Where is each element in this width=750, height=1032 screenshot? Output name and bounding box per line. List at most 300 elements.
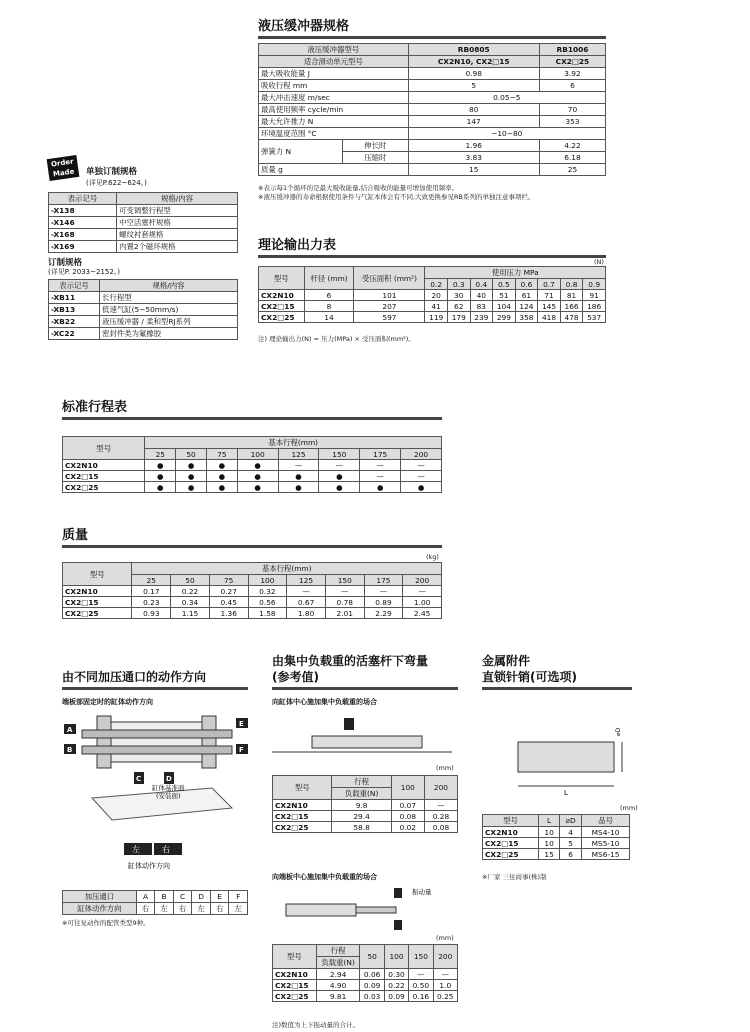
table-cell: 0.28 (424, 811, 457, 822)
table-cell: 0.17 (132, 586, 171, 597)
table-cell: 1.36 (209, 608, 248, 619)
deflect-table-2 (272, 944, 458, 1002)
cyl-label-2: (安装面) (156, 792, 181, 800)
direction-note: ※可往复动作的配管类型9种。 (62, 919, 150, 927)
table-cell: 6.18 (539, 152, 605, 164)
table-row (259, 80, 606, 92)
table-cell: 3.83 (408, 152, 539, 164)
deflect-title-1: 由集中负载重的活塞杆下弯量 (272, 654, 429, 668)
table-cell: 螺纹衬套规格 (117, 229, 238, 241)
table-cell: 104 (493, 301, 516, 312)
table-cell: 150 (319, 449, 360, 460)
table-cell: CX2□25 (539, 56, 605, 68)
deflect-sub-2: 向端板中心施加集中负载重的场合 (272, 873, 377, 881)
table-cell: — (360, 460, 401, 471)
table-cell: 299 (493, 312, 516, 323)
table-cell: 145 (538, 301, 561, 312)
table-cell: CX2□25 (63, 482, 145, 493)
table-cell: 行程 (332, 776, 391, 788)
table-cell: 表示记号 (49, 280, 100, 292)
table-cell: CX2N10, CX2□15 (408, 56, 539, 68)
table-row (273, 800, 458, 811)
table-row (49, 229, 238, 241)
spec-table (258, 43, 606, 176)
table-cell: C (173, 891, 192, 903)
table-row (259, 128, 606, 140)
table-cell: 0.56 (248, 597, 287, 608)
table-cell: 0.02 (391, 822, 424, 833)
table-cell: 1.00 (403, 597, 442, 608)
table-cell: 100 (391, 776, 424, 800)
port-e: E (239, 720, 244, 728)
table-cell: 0.98 (408, 68, 539, 80)
table-cell: 81 (560, 290, 583, 301)
table-row (273, 811, 458, 822)
table-cell: 200 (424, 776, 457, 800)
table-cell: 0.32 (248, 586, 287, 597)
cyl-label: 缸体基准面 (152, 784, 185, 792)
deflect-table-1 (272, 775, 458, 833)
table-cell: 负载重(N) (332, 788, 391, 800)
table-cell: 0.06 (360, 969, 384, 980)
dim-d: ⌀D (615, 727, 622, 736)
spec-title: 液压缓冲器规格 (258, 15, 606, 39)
table-cell: 50 (171, 575, 210, 586)
table-cell: — (433, 969, 457, 980)
table-row (259, 312, 606, 323)
deflect-unit-2: (mm) (436, 934, 454, 942)
pin-table (482, 814, 630, 860)
table-cell: 基本行程(mm) (145, 437, 442, 449)
table-cell: ● (319, 471, 360, 482)
table-cell: 0.9 (583, 279, 606, 290)
table-cell: 200 (401, 449, 442, 460)
table-cell: CX2□15 (63, 471, 145, 482)
table-cell: 密封件类为氟橡胶 (100, 328, 238, 340)
table-cell: 418 (538, 312, 561, 323)
order-table-2 (48, 279, 238, 340)
theory-unit: (N) (594, 258, 604, 266)
table-cell: 长行程型 (100, 292, 238, 304)
deflect-sub-1: 向缸体中心施加集中负载重的场合 (272, 698, 377, 706)
direction-diagram (62, 708, 252, 878)
table-cell: 最大允许推力 N (259, 116, 409, 128)
table-cell: 0.78 (325, 597, 364, 608)
table-cell: 0.6 (515, 279, 538, 290)
table-cell: ● (278, 482, 319, 493)
table-cell: 0.5 (493, 279, 516, 290)
table-cell: — (424, 800, 457, 811)
table-cell: 2.01 (325, 608, 364, 619)
table-row (63, 460, 442, 471)
table-cell: 71 (538, 290, 561, 301)
table-cell: 型号 (273, 945, 317, 969)
table-row (273, 991, 458, 1002)
table-cell: ⌀D (560, 815, 582, 827)
table-row (63, 482, 442, 493)
table-cell: 29.4 (332, 811, 391, 822)
port-b: B (67, 746, 73, 754)
table-cell: 51 (493, 290, 516, 301)
table-cell: 负载重(N) (316, 957, 360, 969)
table-row (63, 563, 442, 575)
pin-title-2: 直锁针销(可选项) (482, 668, 632, 690)
table-row (63, 608, 442, 619)
table-cell: 0.09 (384, 991, 408, 1002)
table-cell: 2.45 (403, 608, 442, 619)
table-cell: -X168 (49, 229, 117, 241)
table-row (259, 140, 606, 152)
table-cell: 质量 g (259, 164, 409, 176)
table-cell: 压缩时 (343, 152, 408, 164)
table-cell: 0.16 (409, 991, 433, 1002)
table-row (63, 903, 248, 915)
table-cell: ● (176, 482, 207, 493)
table-cell: 200 (433, 945, 457, 969)
table-cell: 伸长时 (343, 140, 408, 152)
table-cell: 83 (470, 301, 493, 312)
table-cell: 1.15 (171, 608, 210, 619)
table-cell: 166 (560, 301, 583, 312)
table-cell: 杆径 (mm) (304, 267, 354, 290)
table-row (49, 280, 238, 292)
table-row (273, 980, 458, 991)
table-cell: 478 (560, 312, 583, 323)
table-row (259, 290, 606, 301)
table-cell: 125 (278, 449, 319, 460)
table-cell: 0.08 (391, 811, 424, 822)
table-cell: — (278, 460, 319, 471)
table-cell: 125 (287, 575, 326, 586)
table-cell: ● (401, 482, 442, 493)
table-cell: 101 (354, 290, 425, 301)
table-cell: CX2N10 (63, 460, 145, 471)
table-cell: 15 (539, 849, 560, 860)
theory-note: 注) 理论输出力(N) = 压力(MPa) × 受压面积(mm²)。 (258, 335, 415, 343)
table-cell: 0.50 (409, 980, 433, 991)
table-row (49, 292, 238, 304)
table-cell: 型号 (63, 563, 132, 586)
table-cell: 0.3 (447, 279, 470, 290)
spec-note-1: ※表示每1个循环的是最大吸收能量,结合吸收的能量可增加使用频率。 (258, 184, 459, 192)
table-row (49, 217, 238, 229)
table-cell: 9.81 (316, 991, 360, 1002)
table-row (49, 316, 238, 328)
table-cell: 液压缓冲器型号 (259, 44, 409, 56)
table-row (483, 849, 630, 860)
table-cell: 5 (560, 838, 582, 849)
table-cell: CX2□15 (483, 838, 539, 849)
table-row (259, 56, 606, 68)
table-cell: 1.58 (248, 608, 287, 619)
theory-table (258, 266, 606, 323)
direction-title: 由不同加压通口的动作方向 (62, 668, 248, 690)
table-cell: 型号 (259, 267, 305, 290)
table-cell: 10 (539, 827, 560, 838)
table-cell: 缸体动作方向 (63, 903, 137, 915)
table-cell: 适合滑动单元型号 (259, 56, 409, 68)
order-title: 单独订制规格 (86, 167, 138, 177)
stroke-table (62, 436, 442, 493)
table-cell: 0.27 (209, 586, 248, 597)
table-cell: CX2□25 (483, 849, 539, 860)
table-cell: −10~80 (408, 128, 605, 140)
table-cell: 0.09 (360, 980, 384, 991)
table-row (63, 471, 442, 482)
table-cell: 弹簧力 N (259, 140, 343, 164)
table-cell: — (325, 586, 364, 597)
table-cell: — (403, 586, 442, 597)
table-cell: 6 (304, 290, 354, 301)
table-row (259, 267, 606, 279)
table-cell: 150 (325, 575, 364, 586)
table-cell: — (401, 460, 442, 471)
table-cell: 0.22 (384, 980, 408, 991)
table-cell: MS6-15 (582, 849, 630, 860)
table-cell: 50 (360, 945, 384, 969)
table-cell: -XB13 (49, 304, 100, 316)
mass-title: 质量 (62, 524, 442, 548)
table-cell: -X138 (49, 205, 117, 217)
table-cell: 0.2 (425, 279, 448, 290)
table-cell: 可变调整行程型 (117, 205, 238, 217)
table-cell: 58.8 (332, 822, 391, 833)
table-cell: ● (237, 460, 278, 471)
table-cell: 1.0 (433, 980, 457, 991)
table-cell: CX2□25 (273, 822, 332, 833)
table-cell: 147 (408, 116, 539, 128)
table-cell: -X169 (49, 241, 117, 253)
table-cell: 受压面积 (mm²) (354, 267, 425, 290)
table-cell: 左 (155, 903, 174, 915)
table-cell: ● (145, 471, 176, 482)
table-cell: RB0805 (408, 44, 539, 56)
deflect-title-2: (参考值) (272, 668, 458, 690)
table-cell: ● (319, 482, 360, 493)
table-cell: 0.03 (360, 991, 384, 1002)
table-cell: 1.80 (287, 608, 326, 619)
table-cell: 50 (176, 449, 207, 460)
table-row (273, 945, 458, 957)
table-cell: 0.05~5 (408, 92, 605, 104)
table-cell: 25 (539, 164, 605, 176)
table-cell: -XC22 (49, 328, 100, 340)
table-cell: CX2□15 (273, 811, 332, 822)
table-cell: 186 (583, 301, 606, 312)
table-cell: CX2□15 (273, 980, 317, 991)
table-cell: 124 (515, 301, 538, 312)
table-row (483, 838, 630, 849)
table-cell: 91 (583, 290, 606, 301)
table-row (49, 193, 238, 205)
pin-unit: (mm) (620, 804, 638, 812)
table-cell: 右 (210, 903, 229, 915)
table-cell: 75 (209, 575, 248, 586)
table-row (259, 68, 606, 80)
table-cell: 0.22 (171, 586, 210, 597)
table-cell: ● (206, 482, 237, 493)
direction-sub: 端板部固定时的缸体动作方向 (62, 698, 153, 706)
table-row (273, 969, 458, 980)
table-cell: CX2N10 (273, 800, 332, 811)
table-cell: 低速气缸(5~50mm/s) (100, 304, 238, 316)
table-cell: 2.94 (316, 969, 360, 980)
table-row (259, 301, 606, 312)
table-cell: ● (237, 471, 278, 482)
table-cell: 行程 (316, 945, 360, 957)
table-cell: 30 (447, 290, 470, 301)
table-row (49, 241, 238, 253)
table-cell: 4.90 (316, 980, 360, 991)
table-cell: -X146 (49, 217, 117, 229)
table-cell: 吸收行程 mm (259, 80, 409, 92)
table-cell: ● (278, 471, 319, 482)
table-row (63, 437, 442, 449)
table-cell: CX2N10 (63, 586, 132, 597)
mass-unit: (kg) (426, 553, 439, 561)
table-cell: 239 (470, 312, 493, 323)
table-row (63, 891, 248, 903)
table-cell: 0.07 (391, 800, 424, 811)
table-row (49, 304, 238, 316)
port-c: C (136, 775, 142, 783)
table-cell: ● (206, 471, 237, 482)
table-row (63, 597, 442, 608)
table-cell: 0.23 (132, 597, 171, 608)
table-cell: 0.67 (287, 597, 326, 608)
deflect-note: 注)数值为上下振动量的合计。 (272, 1021, 360, 1029)
table-cell: 最高使用频率 cycle/min (259, 104, 409, 116)
theory-title: 理论输出力表 (258, 234, 606, 258)
table-cell: 25 (145, 449, 176, 460)
table-cell: CX2□15 (63, 597, 132, 608)
table-cell: 25 (132, 575, 171, 586)
spec-note-2: ※液压缓冲器的寿命根据使用条件与气缸本体会有不同,大致更换参见RB系列的单独注意事项栏。 (258, 193, 535, 201)
table-cell: 20 (425, 290, 448, 301)
table-cell: 200 (403, 575, 442, 586)
table-row (259, 164, 606, 176)
table-cell: 1.96 (408, 140, 539, 152)
table-cell: F (229, 891, 248, 903)
table-cell: — (401, 471, 442, 482)
pin-note: ※厂家 三住商事(株)制 (482, 873, 547, 881)
table-cell: ● (145, 460, 176, 471)
table-cell: 179 (447, 312, 470, 323)
table-cell: 0.30 (384, 969, 408, 980)
table-cell: 175 (364, 575, 403, 586)
pin-title-1: 金属附件 (482, 654, 531, 668)
table-cell: 使用压力 MPa (425, 267, 606, 279)
table-cell: CX2□15 (259, 301, 305, 312)
table-cell: 基本行程(mm) (132, 563, 442, 575)
table-cell: 型号 (273, 776, 332, 800)
order-table (48, 192, 238, 253)
table-cell: 62 (447, 301, 470, 312)
table-cell: CX2□25 (259, 312, 305, 323)
table-row (273, 776, 458, 788)
table-row (273, 822, 458, 833)
table-cell: ● (145, 482, 176, 493)
table-cell: 型号 (63, 437, 145, 460)
table-cell: 100 (248, 575, 287, 586)
table-cell: 液压缓冲器 / 柔和型RJ系列 (100, 316, 238, 328)
order-made-logo: Order Made (47, 155, 80, 181)
move-label: 缸体动作方向 (128, 862, 170, 870)
deflect-unit-1: (mm) (436, 764, 454, 772)
order-sub-2: (详见P. 2033~2152。) (48, 268, 121, 276)
table-cell: -XB22 (49, 316, 100, 328)
table-cell: 0.93 (132, 608, 171, 619)
table-cell: 70 (539, 104, 605, 116)
table-row (259, 44, 606, 56)
table-cell: 加压通口 (63, 891, 137, 903)
table-cell: 最大冲击速度 m/sec (259, 92, 409, 104)
table-cell: 0.34 (171, 597, 210, 608)
table-cell: E (210, 891, 229, 903)
table-cell: 品号 (582, 815, 630, 827)
table-cell: CX2N10 (273, 969, 317, 980)
table-cell: 358 (515, 312, 538, 323)
table-cell: 左 (192, 903, 211, 915)
pin-diagram (482, 696, 632, 806)
table-row (259, 116, 606, 128)
table-cell: 61 (515, 290, 538, 301)
table-cell: D (192, 891, 211, 903)
table-cell: A (136, 891, 155, 903)
vib-label: 振动量 (412, 888, 432, 896)
stroke-title: 标准行程表 (62, 396, 442, 420)
table-cell: 100 (384, 945, 408, 969)
table-row (483, 815, 630, 827)
table-cell: 0.45 (209, 597, 248, 608)
table-cell: CX2N10 (259, 290, 305, 301)
table-cell: 75 (206, 449, 237, 460)
table-cell: ● (176, 460, 207, 471)
table-cell: ● (206, 460, 237, 471)
left-label: 左 (132, 845, 140, 854)
table-cell: 0.7 (538, 279, 561, 290)
table-cell: 0.08 (424, 822, 457, 833)
table-cell: 40 (470, 290, 493, 301)
direction-table (62, 890, 248, 915)
table-cell: ● (176, 471, 207, 482)
deflect-diagram-1 (272, 712, 458, 762)
table-cell: 15 (408, 164, 539, 176)
table-cell: B (155, 891, 174, 903)
table-cell: 150 (409, 945, 433, 969)
table-cell: 8 (304, 301, 354, 312)
table-cell: 207 (354, 301, 425, 312)
table-cell: 最大吸收能量 J (259, 68, 409, 80)
table-row (63, 586, 442, 597)
table-cell: MS5-10 (582, 838, 630, 849)
table-cell: 2.29 (364, 608, 403, 619)
table-row (49, 205, 238, 217)
table-cell: — (360, 471, 401, 482)
table-cell: 537 (583, 312, 606, 323)
table-cell: 175 (360, 449, 401, 460)
table-cell: 规格/内容 (117, 193, 238, 205)
table-cell: CX2□25 (273, 991, 317, 1002)
port-a: A (67, 726, 73, 734)
table-cell: CX2N10 (483, 827, 539, 838)
table-cell: 353 (539, 116, 605, 128)
table-cell: 4 (560, 827, 582, 838)
table-cell: 内置2个磁环规格 (117, 241, 238, 253)
dim-l: L (564, 789, 568, 797)
table-cell: 中空活塞杆规格 (117, 217, 238, 229)
table-cell: 右 (136, 903, 155, 915)
